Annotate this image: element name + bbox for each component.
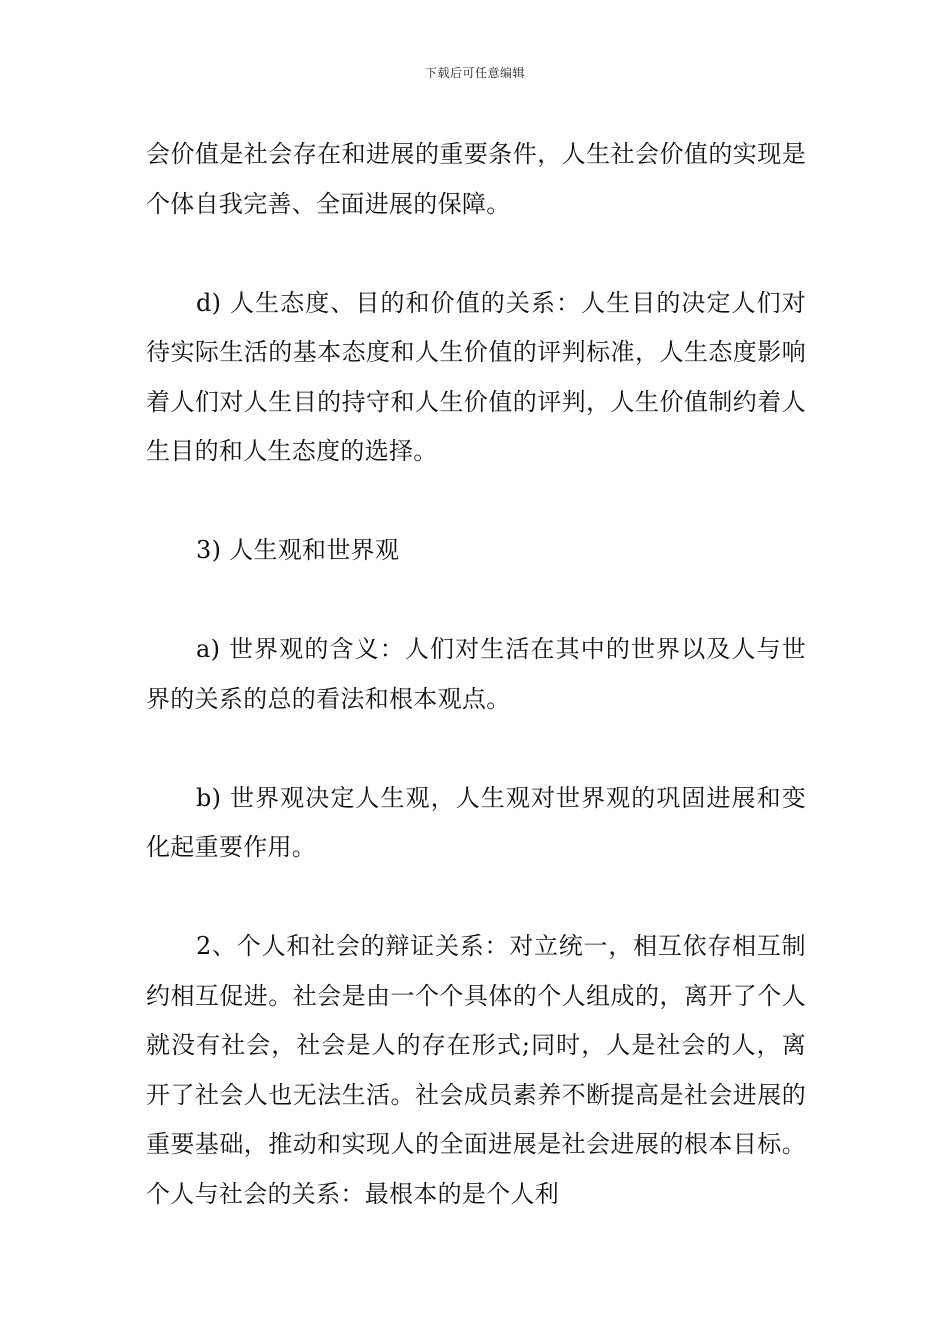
paragraph-worldview-decides: b) 世界观决定人生观，人生观对世界观的巩固进展和变化起重要作用。 [146, 783, 806, 861]
paragraph-individual-society: 2、个人和社会的辩证关系：对立统一，相互依存相互制约相互促进。社会是由一个个具体的个人组成的，离开了个人就没有社会，社会是人的存在形式;同时，人是社会的人，离开了社会人也无法生活。社会成员素养不断提高是社会进展的重要基础，推动和实现人的全面进展是社会进展的根本目标。个人与社会的关系：最根本的是个人利 [146, 932, 806, 1208]
paragraph-worldview-meaning: a) 世界观的含义：人们对生活在其中的世界以及人与世界的关系的总的看法和根本观点。 [146, 635, 806, 713]
document-body [146, 130, 806, 1219]
paragraph-attitude-purpose-value: d) 人生态度、目的和价值的关系：人生目的决定人们对待实际生活的基本态度和人生价值的评判标准，人生态度影响着人们对人生目的持守和人生价值的评判，人生价值制约着人生目的和人生态度的选择。 [146, 288, 806, 465]
page-header: 下载后可任意编辑 [424, 66, 525, 80]
paragraph-social-value: 会价值是社会存在和进展的重要条件，人生社会价值的实现是个体自我完善、全面进展的保障。 [146, 140, 806, 218]
heading-life-and-world-view: 3) 人生观和世界观 [196, 536, 400, 564]
